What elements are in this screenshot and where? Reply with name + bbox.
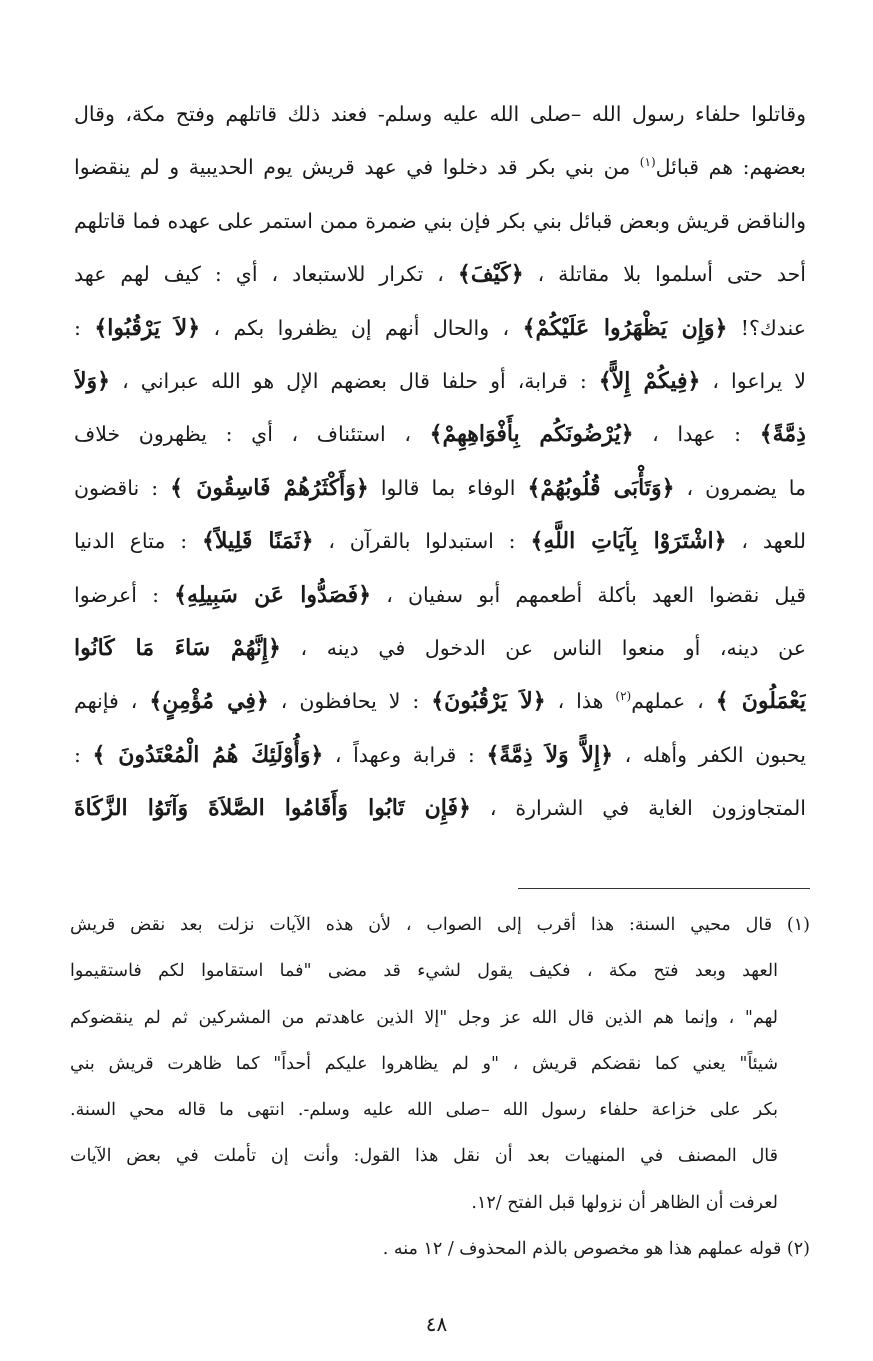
text-run: هذا ،: [545, 689, 616, 714]
quran-quote: ﴿لاَ يَرْقُبُونَ﴾: [431, 688, 546, 715]
text-line: [74, 355, 806, 408]
text-run: وقاتلوا حلفاء رسول الله –صلى الله عليه وسلم- فعند ذلك قاتلهم وفتح مكة، وقال: [74, 102, 806, 126]
text-run: من بني بكر قد دخلوا في عهد قريش يوم الحديبية و لم ينقضوا: [74, 155, 640, 180]
quran-quote: ﴿وَأَكْثَرُهُمْ فَاسِقُونَ ﴾: [170, 474, 369, 501]
text-run: : ناقضون: [74, 475, 171, 500]
quran-quote: ﴿وَإِن يَظْهَرُوا عَلَيْكُمْ﴾: [522, 314, 728, 341]
text-run: ، تكرار للاستبعاد ، أي : كيف لهم عهد: [74, 262, 458, 287]
text-run: : متاع الدنيا: [74, 529, 202, 554]
text-run: قيل نقضوا العهد بأكلة أطعمهم أبو سفيان ،: [371, 582, 806, 607]
text-run: ، فإنهم: [74, 689, 150, 714]
quran-quote: ﴿فِيكُمْ إِلاًّ﴾: [598, 367, 701, 394]
text-run: ، استئناف ، أي : يظهرون خلاف: [74, 422, 430, 447]
quran-quote: ﴿ثَمَنًا قَلِيلاً﴾: [201, 528, 314, 555]
main-text-block: [74, 88, 806, 835]
footnote-divider: [518, 888, 810, 889]
text-line: [74, 408, 806, 461]
footnotes-block: [70, 902, 810, 1272]
footnote-line: (١) قال محيي السنة: هذا أقرب إلى الصواب ، لأن هذه الآيات نزلت بعد نقض قريش: [70, 915, 810, 935]
footnote-line: بكر على خزاعة حلفاء رسول الله –صلى الله عليه وسلم-. انتهى ما قاله محي السنة.: [70, 1100, 778, 1121]
text-run: أحد حتى أسلموا بلا مقاتلة ،: [523, 262, 806, 287]
quran-quote: ﴿اشْتَرَوْا بِآيَاتِ اللَّهِ﴾: [530, 528, 727, 555]
text-run: عندك؟!: [727, 315, 806, 340]
text-run: عن دينه، أو منعوا الناس عن الدخول في دينه ،: [280, 635, 806, 660]
text-run: ما يضمرون ،: [674, 475, 806, 500]
text-line: [74, 195, 806, 248]
quran-quote: ﴿وَتَأْبَى قُلُوبُهُمْ﴾: [527, 474, 675, 501]
text-run: :: [74, 742, 93, 767]
quran-quote: ﴿كَيْفَ﴾: [457, 261, 524, 288]
footnote-line: لعرفت أن الظاهر أن نزولها قبل الفتح /١٢.: [471, 1192, 778, 1213]
text-run: : لا يحافظون ،: [268, 689, 432, 714]
text-run: : استبدلوا بالقرآن ،: [313, 529, 531, 554]
text-run: للعهد ،: [726, 529, 806, 554]
quran-quote: ﴿فَصَدُّوا عَن سَبِيلِهِ﴾: [174, 581, 372, 608]
quran-quote: ﴿لاَ يَرْقُبُوا﴾: [94, 314, 201, 341]
quran-quote: ﴿إِنَّهُمْ سَاءَ مَا كَانُوا: [74, 634, 281, 661]
quran-quote: ﴿وَأُوْلَئِكَ هُمُ الْمُعْتَدُونَ ﴾: [92, 741, 324, 768]
text-run: يحبون الكفر وأهله ،: [612, 742, 806, 767]
text-run: : قرابة وعهداً ،: [323, 742, 487, 767]
text-run: ، والحال أنهم إن يظفروا بكم ،: [200, 315, 523, 340]
page-number: ٤٨: [425, 1312, 448, 1336]
text-run: لا يراعوا ،: [700, 368, 806, 393]
quran-quote: ذِمَّةً﴾: [759, 421, 806, 448]
quran-quote: ﴿فِي مُؤْمِنٍ﴾: [149, 688, 269, 715]
footnote-line: شيئاً" يعني كما نقضكم قريش ، "و لم يظاهروا عليكم أحداً" كما ظاهرت قريش بني: [70, 1053, 778, 1074]
text-line: [74, 462, 806, 515]
text-line: [74, 515, 806, 568]
text-run: :: [74, 315, 95, 340]
quran-quote: ﴿وَلاَ: [74, 367, 111, 394]
text-run: : عهدا ،: [633, 422, 760, 447]
text-run: الوفاء بما قالوا: [368, 475, 528, 500]
quran-quote: ﴿إِلاًّ وَلاَ ذِمَّةً﴾: [486, 741, 613, 768]
footnote-line: العهد وبعد فتح مكة ، فكيف يقول لشيء قد مضى "فما استقاموا لكم فاستقيموا: [70, 961, 778, 982]
footnote-marker: (١): [639, 155, 656, 170]
text-line: [74, 675, 806, 728]
text-line: [74, 302, 806, 355]
text-line: [74, 782, 806, 835]
text-run: والناقض قريش وبعض قبائل بني بكر فإن بني ضمرة ممن استمر على عهده فما قاتلهم: [74, 208, 806, 233]
text-run: ، عملهم: [631, 689, 716, 714]
quran-quote: يَعْمَلُونَ ﴾: [715, 688, 806, 715]
footnote-line: قال المصنف في المنهيات بعد أن نقل هذا القول: وأنت إن تأملت في بعض الآيات: [70, 1146, 778, 1167]
text-line: [74, 248, 806, 301]
text-run: المتجاوزون الغاية في الشرارة ،: [470, 796, 806, 821]
text-line: [74, 569, 806, 622]
text-line: [74, 729, 806, 782]
text-run: : أعرضوا: [74, 582, 175, 607]
footnote-marker: (٢): [615, 689, 632, 704]
text-line: [74, 88, 806, 141]
quran-quote: ﴿فَإِن تَابُوا وَأَقَامُوا الصَّلاَةَ وَآتَوُا الزَّكَاةَ: [74, 795, 471, 822]
text-line: [74, 141, 806, 194]
text-run: : قرابة، أو حلفا قال بعضهم الإل هو الله عبراني ،: [110, 368, 599, 393]
text-run: بعضهم: هم قبائل: [655, 155, 806, 180]
footnote-line: (٢) قوله عملهم هذا هو مخصوص بالذم المحذوف / ١٢ منه .: [382, 1239, 810, 1260]
quran-quote: ﴿يُرْضُونَكُم بِأَفْوَاهِهِمْ﴾: [429, 421, 634, 448]
text-line: [74, 622, 806, 675]
footnote-line: لهم" ، وإنما هم الذين قال الله عز وجل "إلا الذين عاهدتم من المشركين ثم لم ينقضوكم: [70, 1007, 778, 1028]
